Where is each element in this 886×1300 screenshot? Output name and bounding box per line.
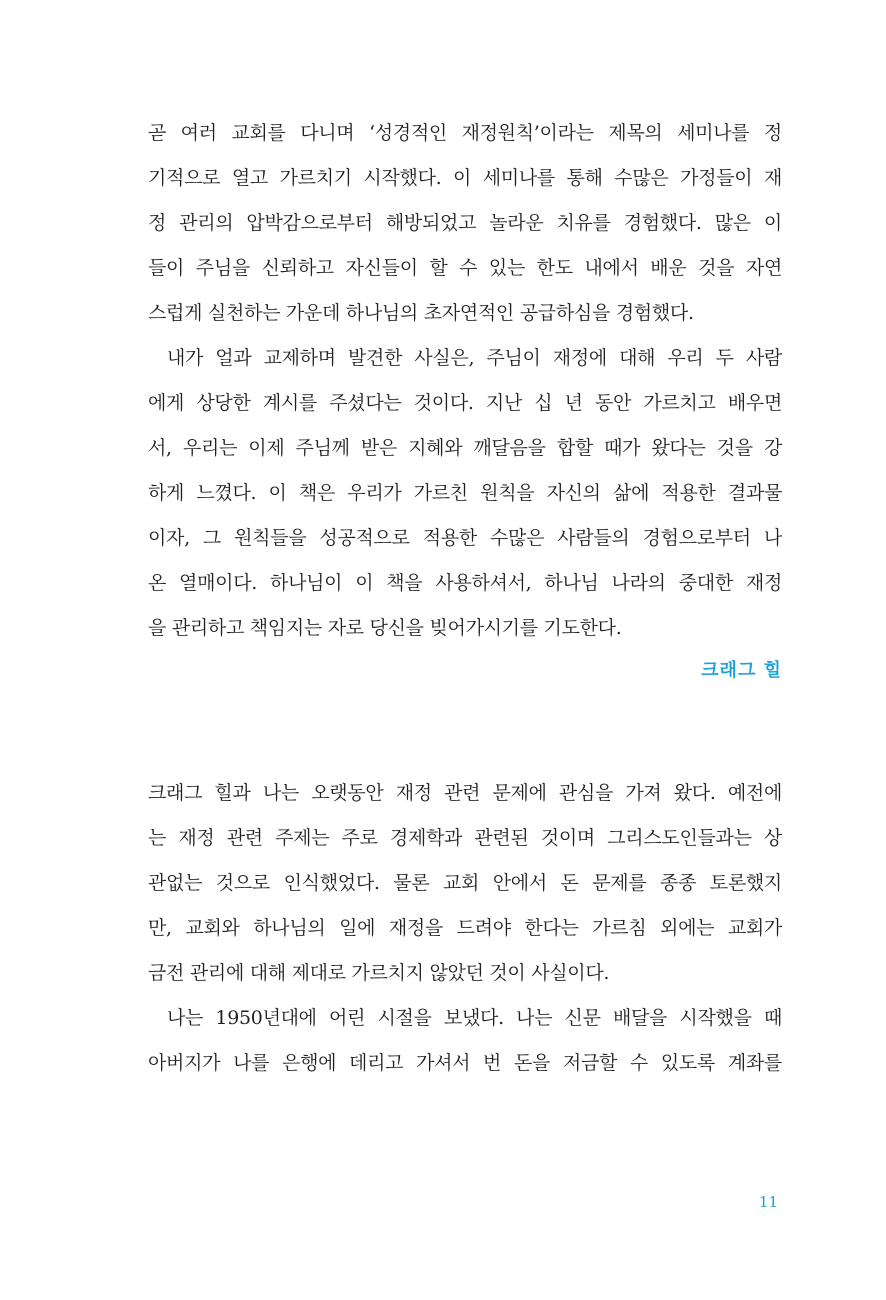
text-line: 크래그 힐과 나는 오랫동안 재정 관련 문제에 관심을 가져 왔다. 예전에	[148, 782, 782, 804]
text-line: 곧 여러 교회를 다니며 ‘성경적인 재정원칙’이라는 제목의 세미나를 정	[148, 122, 782, 144]
text-line: 에게 상당한 계시를 주셨다는 것이다. 지난 십 년 동안 가르치고 배우면	[148, 392, 782, 414]
text-line: 하게 느꼈다. 이 책은 우리가 가르친 원칙을 자신의 삶에 적용한 결과물	[148, 482, 782, 504]
text-line: 정 관리의 압박감으로부터 해방되었고 놀라운 치유를 경험했다. 많은 이	[148, 212, 782, 234]
text-line: 스럽게 실천하는 가운데 하나님의 초자연적인 공급하심을 경험했다.	[148, 302, 694, 324]
text-line: 을 관리하고 책임지는 자로 당신을 빚어가시기를 기도한다.	[148, 617, 622, 639]
text-line: 관없는 것으로 인식했었다. 물론 교회 안에서 돈 문제를 종종 토론했지	[148, 872, 782, 894]
text-line: 기적으로 열고 가르치기 시작했다. 이 세미나를 통해 수많은 가정들이 재	[148, 167, 782, 189]
text-line: 만, 교회와 하나님의 일에 재정을 드려야 한다는 가르침 외에는 교회가	[148, 917, 782, 939]
text-line: 는 재정 관련 주제는 주로 경제학과 관련된 것이며 그리스도인들과는 상	[148, 827, 782, 849]
text-line: 이자, 그 원칙들을 성공적으로 적용한 수많은 사람들의 경험으로부터 나	[148, 527, 782, 549]
paragraph-block-1	[148, 111, 782, 651]
text-line: 들이 주님을 신뢰하고 자신들이 할 수 있는 한도 내에서 배운 것을 자연	[148, 257, 782, 279]
text-line: 나는 1950년대에 어린 시절을 보냈다. 나는 신문 배달을 시작했을 때	[167, 1007, 782, 1029]
author-signature: 크래그 힐	[701, 660, 782, 681]
text-line: 서, 우리는 이제 주님께 받은 지혜와 깨달음을 합할 때가 왔다는 것을 강	[148, 437, 782, 459]
text-line: 온 열매이다. 하나님이 이 책을 사용하셔서, 하나님 나라의 중대한 재정	[148, 572, 782, 594]
page-number: 11	[758, 1193, 778, 1211]
text-line: 내가 얼과 교제하며 발견한 사실은, 주님이 재정에 대해 우리 두 사람	[167, 347, 782, 369]
text-line: 아버지가 나를 은행에 데리고 가셔서 번 돈을 저금할 수 있도록 계좌를	[148, 1052, 782, 1074]
paragraph-block-2	[148, 771, 782, 1086]
text-line: 금전 관리에 대해 제대로 가르치지 않았던 것이 사실이다.	[148, 962, 610, 984]
